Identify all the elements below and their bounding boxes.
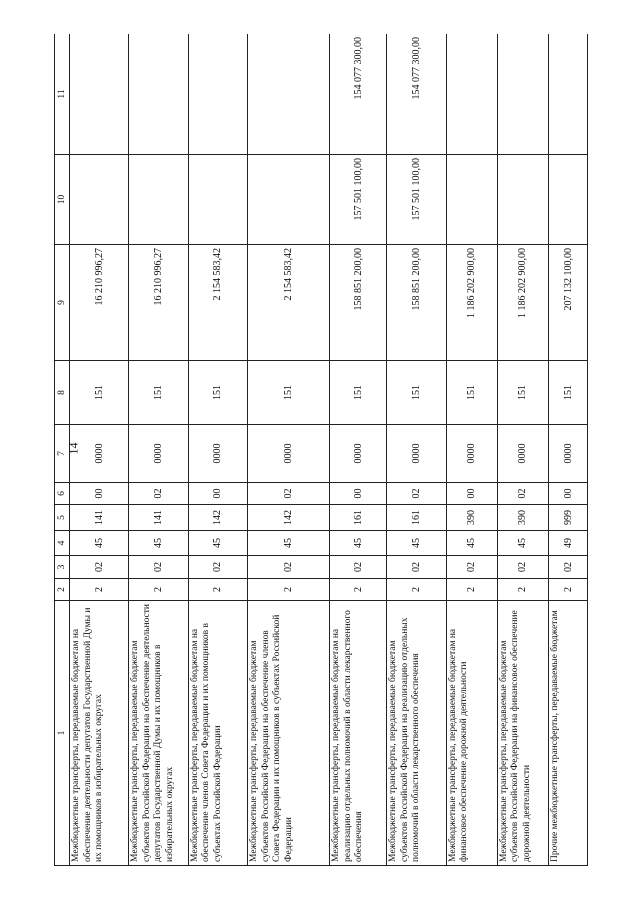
row-name: Межбюджетные трансферты, передаваемые бюджетам на обеспечение членов Совета Федерации и их помощников в субъектах Российской Федерации — [188, 601, 247, 866]
cell-col4: 45 — [497, 531, 548, 556]
header-cell: 7 — [55, 425, 70, 483]
cell-col2: 2 — [188, 579, 247, 601]
cell-col2: 2 — [330, 579, 387, 601]
cell-col9: 158 851 200,00 — [387, 245, 446, 361]
header-cell: 11 — [55, 34, 70, 155]
cell-col6: 00 — [330, 483, 387, 505]
cell-col8: 151 — [387, 361, 446, 425]
header-cell: 1 — [55, 601, 70, 866]
cell-col6: 00 — [188, 483, 247, 505]
row-name: Прочие межбюджетные трансферты, передаваемые бюджетам — [549, 601, 588, 866]
header-cell: 8 — [55, 361, 70, 425]
header-row — [55, 34, 70, 866]
cell-col5: 161 — [387, 505, 446, 531]
table-row — [446, 34, 497, 866]
cell-col2: 2 — [129, 579, 188, 601]
cell-col5: 999 — [549, 505, 588, 531]
cell-col4: 45 — [70, 531, 129, 556]
cell-col4: 45 — [387, 531, 446, 556]
cell-col9: 2 154 583,42 — [188, 245, 247, 361]
row-name: Межбюджетные трансферты, передаваемые бюджетам субъектов Российской Федерации на финансовое обеспечение дорожной деятельности — [497, 601, 548, 866]
table-row — [70, 34, 129, 866]
row-name: Межбюджетные трансферты, передаваемые бюджетам субъектов Российской Федерации на обеспечение членов Совета Федерации и их помощников в субъектах Российской Федерации — [248, 601, 330, 866]
table-row — [497, 34, 548, 866]
page-number: 14 — [66, 442, 81, 455]
cell-col5: 142 — [188, 505, 247, 531]
budget-table-wrapper — [54, 34, 588, 866]
cell-col2: 2 — [70, 579, 129, 601]
cell-col9: 1 186 202 900,00 — [446, 245, 497, 361]
cell-col7: 0000 — [129, 425, 188, 483]
cell-col10 — [129, 155, 188, 245]
cell-col8: 151 — [549, 361, 588, 425]
cell-col8: 151 — [446, 361, 497, 425]
cell-col10 — [549, 155, 588, 245]
cell-col3: 02 — [188, 556, 247, 579]
cell-col10 — [248, 155, 330, 245]
cell-col8: 151 — [70, 361, 129, 425]
cell-col7: 0000 — [497, 425, 548, 483]
cell-col11 — [188, 34, 247, 155]
cell-col11 — [129, 34, 188, 155]
row-name: Межбюджетные трансферты, передаваемые бюджетам на реализацию отдельных полномочий в области лекарственного обеспечения — [330, 601, 387, 866]
header-cell: 9 — [55, 245, 70, 361]
row-name: Межбюджетные трансферты, передаваемые бюджетам субъектов Российской Федерации на реализацию отдельных полномочий в области лекарственного обеспечения — [387, 601, 446, 866]
cell-col4: 45 — [446, 531, 497, 556]
cell-col5: 390 — [497, 505, 548, 531]
cell-col11 — [549, 34, 588, 155]
header-cell: 4 — [55, 531, 70, 556]
cell-col11 — [248, 34, 330, 155]
cell-col6: 00 — [70, 483, 129, 505]
row-name: Межбюджетные трансферты, передаваемые бюджетам на финансовое обеспечение дорожной деятельности — [446, 601, 497, 866]
cell-col9: 2 154 583,42 — [248, 245, 330, 361]
cell-col11: 154 077 300,00 — [387, 34, 446, 155]
header-cell: 6 — [55, 483, 70, 505]
table-row — [248, 34, 330, 866]
cell-col10: 157 501 100,00 — [330, 155, 387, 245]
cell-col6: 02 — [497, 483, 548, 505]
cell-col3: 02 — [248, 556, 330, 579]
cell-col10 — [188, 155, 247, 245]
cell-col9: 207 132 100,00 — [549, 245, 588, 361]
cell-col2: 2 — [497, 579, 548, 601]
cell-col5: 141 — [129, 505, 188, 531]
row-name: Межбюджетные трансферты, передаваемые бюджетам субъектов Российской Федерации на обеспечение деятельности депутатов Государственной Думы и их помощников в избирательных округах — [129, 601, 188, 866]
table-row — [188, 34, 247, 866]
cell-col10 — [446, 155, 497, 245]
cell-col10 — [497, 155, 548, 245]
cell-col3: 02 — [70, 556, 129, 579]
cell-col7: 0000 — [549, 425, 588, 483]
cell-col8: 151 — [330, 361, 387, 425]
cell-col4: 45 — [129, 531, 188, 556]
cell-col3: 02 — [549, 556, 588, 579]
table-row — [330, 34, 387, 866]
cell-col11 — [497, 34, 548, 155]
cell-col7: 0000 — [70, 425, 129, 483]
cell-col9: 16 210 996,27 — [129, 245, 188, 361]
cell-col2: 2 — [549, 579, 588, 601]
cell-col11 — [446, 34, 497, 155]
cell-col3: 02 — [129, 556, 188, 579]
cell-col5: 141 — [70, 505, 129, 531]
cell-col2: 2 — [248, 579, 330, 601]
header-cell: 5 — [55, 505, 70, 531]
cell-col7: 0000 — [387, 425, 446, 483]
cell-col8: 151 — [188, 361, 247, 425]
cell-col7: 0000 — [248, 425, 330, 483]
cell-col5: 161 — [330, 505, 387, 531]
cell-col5: 390 — [446, 505, 497, 531]
cell-col10 — [70, 155, 129, 245]
table-row — [549, 34, 588, 866]
cell-col6: 02 — [248, 483, 330, 505]
cell-col4: 45 — [330, 531, 387, 556]
cell-col6: 00 — [446, 483, 497, 505]
cell-col8: 151 — [129, 361, 188, 425]
cell-col9: 1 186 202 900,00 — [497, 245, 548, 361]
row-name: Межбюджетные трансферты, передаваемые бюджетам на обеспечение деятельности депутатов Государственной Думы и их помощников в избирательных округах — [70, 601, 129, 866]
table-row — [129, 34, 188, 866]
cell-col9: 16 210 996,27 — [70, 245, 129, 361]
budget-table — [54, 34, 588, 866]
cell-col4: 49 — [549, 531, 588, 556]
cell-col2: 2 — [446, 579, 497, 601]
cell-col4: 45 — [188, 531, 247, 556]
rotated-table-frame — [54, 34, 588, 866]
cell-col6: 02 — [387, 483, 446, 505]
cell-col8: 151 — [497, 361, 548, 425]
cell-col7: 0000 — [330, 425, 387, 483]
cell-col3: 02 — [387, 556, 446, 579]
cell-col7: 0000 — [446, 425, 497, 483]
cell-col8: 151 — [248, 361, 330, 425]
header-cell: 2 — [55, 579, 70, 601]
cell-col7: 0000 — [188, 425, 247, 483]
table-row — [387, 34, 446, 866]
cell-col11: 154 077 300,00 — [330, 34, 387, 155]
cell-col10: 157 501 100,00 — [387, 155, 446, 245]
cell-col5: 142 — [248, 505, 330, 531]
header-cell: 3 — [55, 556, 70, 579]
cell-col2: 2 — [387, 579, 446, 601]
cell-col4: 45 — [248, 531, 330, 556]
cell-col11 — [70, 34, 129, 155]
cell-col6: 02 — [129, 483, 188, 505]
cell-col3: 02 — [330, 556, 387, 579]
cell-col9: 158 851 200,00 — [330, 245, 387, 361]
cell-col6: 00 — [549, 483, 588, 505]
cell-col3: 02 — [497, 556, 548, 579]
cell-col3: 02 — [446, 556, 497, 579]
header-cell: 10 — [55, 155, 70, 245]
